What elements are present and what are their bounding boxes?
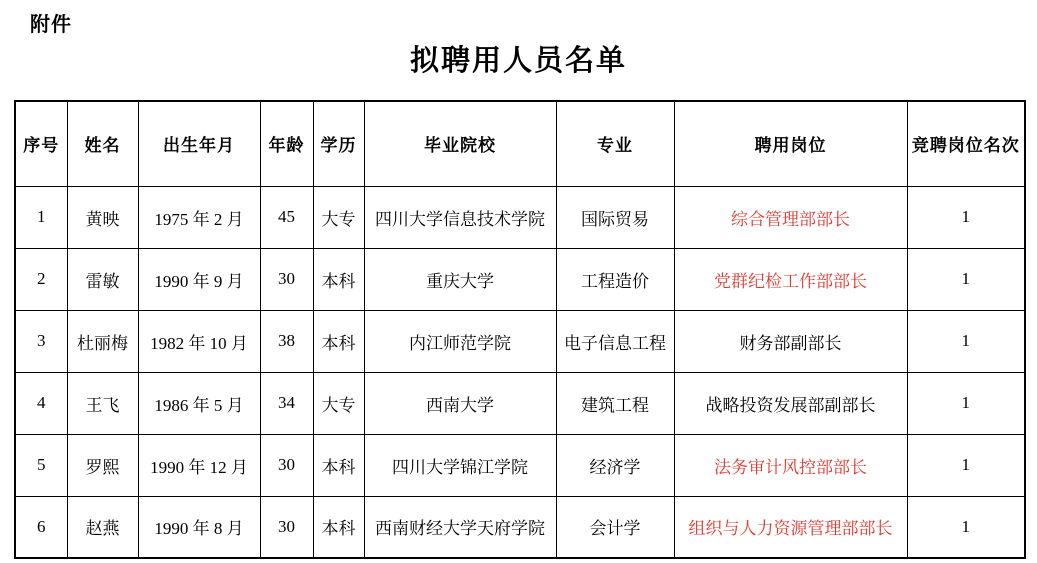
cell-education: 大专	[313, 372, 364, 434]
header-position: 聘用岗位	[674, 101, 907, 186]
cell-rank: 1	[907, 248, 1025, 310]
header-age: 年龄	[260, 101, 313, 186]
cell-school: 内江师范学院	[364, 310, 556, 372]
table-row	[15, 186, 1025, 248]
cell-school: 西南财经大学天府学院	[364, 496, 556, 558]
cell-major: 电子信息工程	[556, 310, 674, 372]
cell-birth: 1990 年 8 月	[138, 496, 260, 558]
cell-education: 本科	[313, 496, 364, 558]
cell-birth: 1986 年 5 月	[138, 372, 260, 434]
cell-position: 法务审计风控部部长	[674, 434, 907, 496]
cell-rank: 1	[907, 310, 1025, 372]
page-title: 拟聘用人员名单	[409, 45, 627, 77]
cell-age: 30	[260, 248, 313, 310]
cell-rank: 1	[907, 434, 1025, 496]
cell-position: 党群纪检工作部部长	[674, 248, 907, 310]
attachment-label: 附件	[30, 14, 72, 36]
table-row	[15, 496, 1025, 558]
cell-name: 雷敏	[67, 248, 138, 310]
cell-major: 会计学	[556, 496, 674, 558]
personnel-table	[14, 100, 1026, 559]
cell-birth: 1990 年 9 月	[138, 248, 260, 310]
table-row	[15, 372, 1025, 434]
cell-no: 4	[15, 372, 67, 434]
cell-major: 经济学	[556, 434, 674, 496]
header-name: 姓名	[67, 101, 138, 186]
header-birth: 出生年月	[138, 101, 260, 186]
cell-school: 重庆大学	[364, 248, 556, 310]
cell-no: 6	[15, 496, 67, 558]
cell-name: 赵燕	[67, 496, 138, 558]
header-education: 学历	[313, 101, 364, 186]
table-header-row	[15, 101, 1025, 186]
table-row	[15, 248, 1025, 310]
cell-age: 45	[260, 186, 313, 248]
cell-age: 34	[260, 372, 313, 434]
cell-rank: 1	[907, 496, 1025, 558]
cell-education: 本科	[313, 248, 364, 310]
cell-major: 建筑工程	[556, 372, 674, 434]
cell-birth: 1982 年 10 月	[138, 310, 260, 372]
cell-no: 3	[15, 310, 67, 372]
cell-position: 财务部副部长	[674, 310, 907, 372]
cell-no: 1	[15, 186, 67, 248]
cell-education: 大专	[313, 186, 364, 248]
cell-birth: 1975 年 2 月	[138, 186, 260, 248]
cell-school: 四川大学信息技术学院	[364, 186, 556, 248]
cell-major: 国际贸易	[556, 186, 674, 248]
table-row	[15, 310, 1025, 372]
cell-position: 战略投资发展部副部长	[674, 372, 907, 434]
cell-education: 本科	[313, 310, 364, 372]
cell-no: 5	[15, 434, 67, 496]
cell-age: 30	[260, 496, 313, 558]
cell-rank: 1	[907, 186, 1025, 248]
cell-education: 本科	[313, 434, 364, 496]
cell-name: 王飞	[67, 372, 138, 434]
cell-name: 黄映	[67, 186, 138, 248]
table-row	[15, 434, 1025, 496]
cell-school: 西南大学	[364, 372, 556, 434]
header-no: 序号	[15, 101, 67, 186]
cell-age: 38	[260, 310, 313, 372]
cell-age: 30	[260, 434, 313, 496]
cell-name: 罗熙	[67, 434, 138, 496]
cell-school: 四川大学锦江学院	[364, 434, 556, 496]
cell-rank: 1	[907, 372, 1025, 434]
cell-birth: 1990 年 12 月	[138, 434, 260, 496]
header-major: 专业	[556, 101, 674, 186]
cell-position: 综合管理部部长	[674, 186, 907, 248]
cell-position: 组织与人力资源管理部部长	[674, 496, 907, 558]
table-body	[15, 186, 1025, 558]
cell-major: 工程造价	[556, 248, 674, 310]
cell-name: 杜丽梅	[67, 310, 138, 372]
header-school: 毕业院校	[364, 101, 556, 186]
header-rank: 竞聘岗位名次	[907, 101, 1025, 186]
cell-no: 2	[15, 248, 67, 310]
